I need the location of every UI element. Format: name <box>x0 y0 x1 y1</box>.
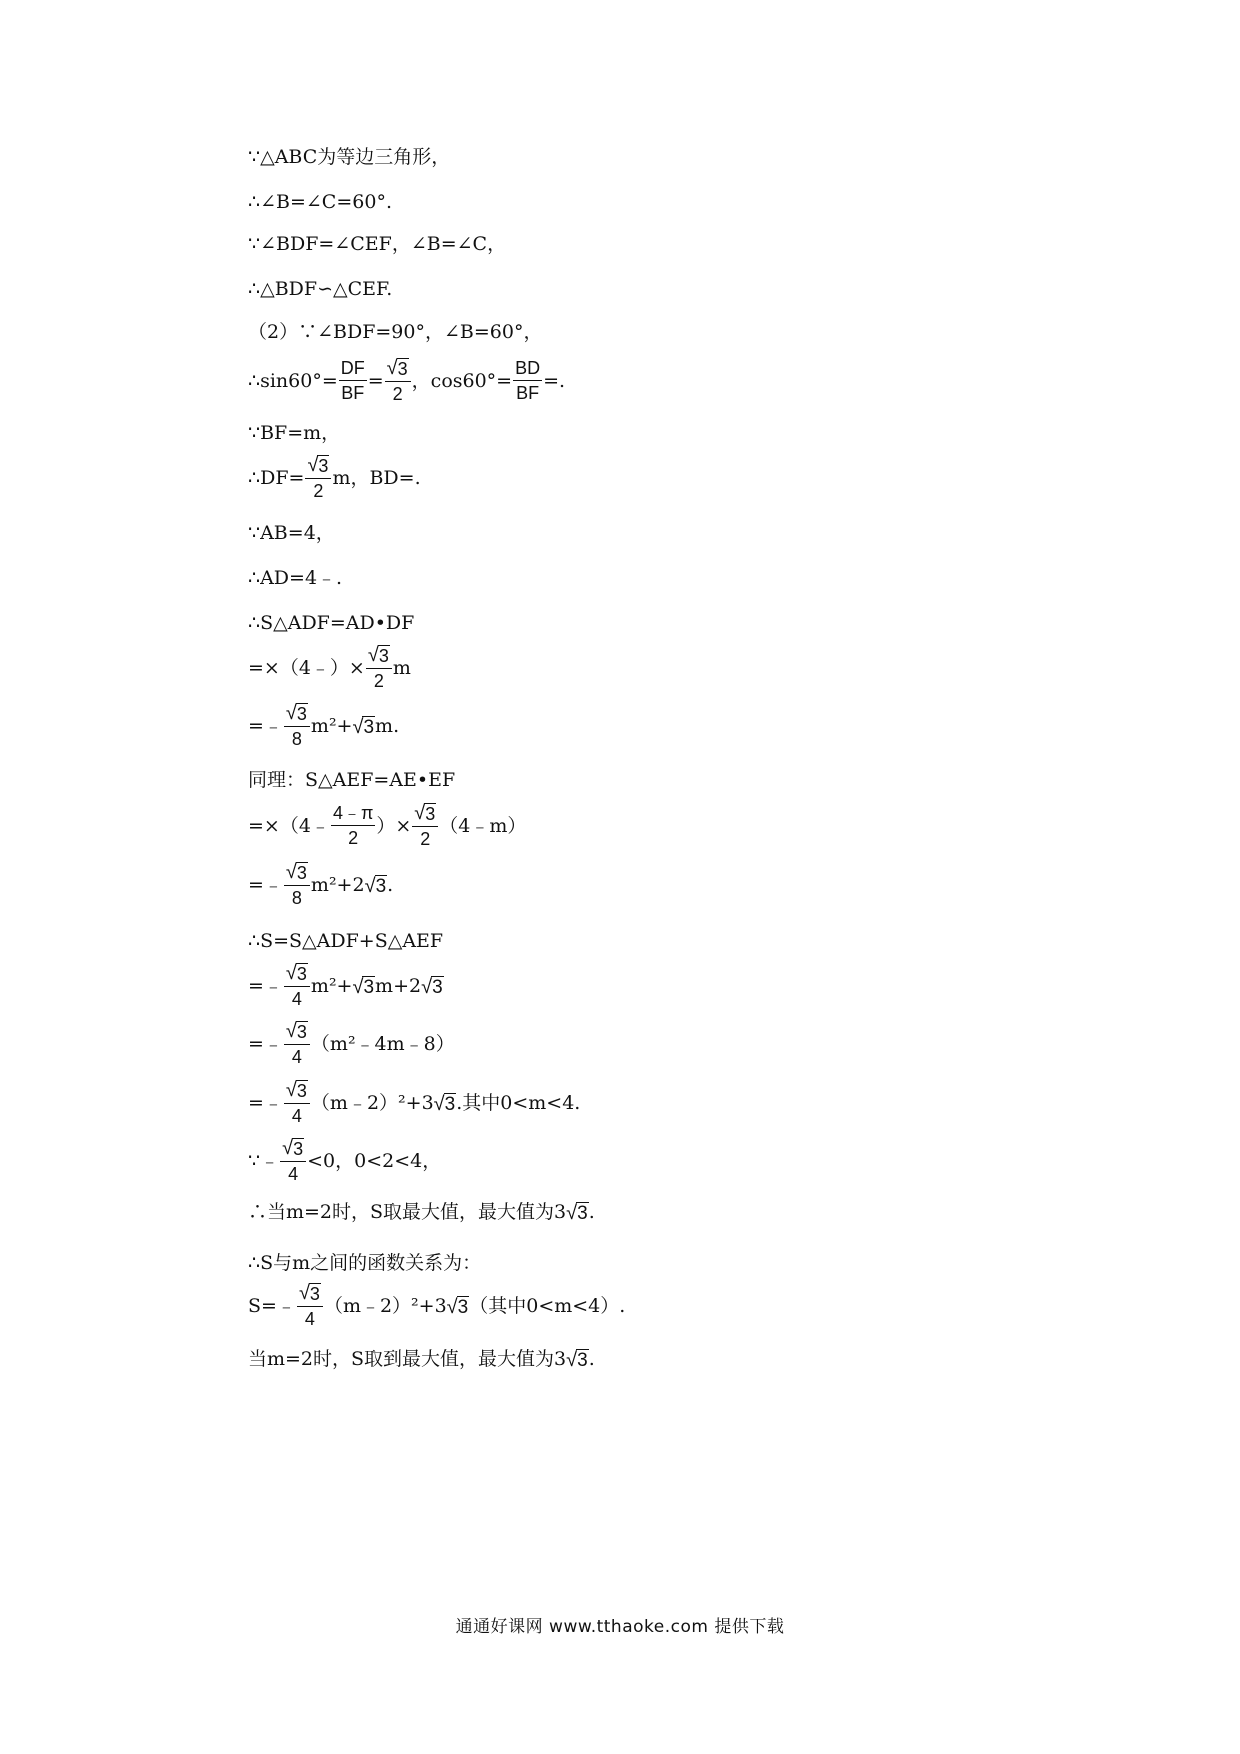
line-text: ∴S=S△ADF+S△AEF <box>248 930 444 952</box>
line-text: . <box>588 1348 595 1370</box>
line-text: （2）∵∠BDF=90°，∠B=60°， <box>248 321 543 343</box>
fraction <box>385 358 411 405</box>
text-line-15 <box>248 803 526 850</box>
sqrt-symbol: √ 3 <box>307 454 329 476</box>
line-text: m. <box>375 714 400 737</box>
fraction-numerator: 4﹣π <box>331 804 375 827</box>
fraction <box>366 645 392 692</box>
line-text: <0，0<2<4， <box>307 1149 442 1172</box>
sqrt-radicand: 3 <box>577 1203 588 1224</box>
sqrt-radicand: 3 <box>457 1296 469 1318</box>
fraction <box>284 862 310 909</box>
line-text: ）× <box>376 814 412 837</box>
fraction-denominator: BF <box>516 383 540 404</box>
line-text: =﹣ <box>248 974 283 997</box>
sqrt-radicand: 3 <box>444 1093 456 1115</box>
sqrt-symbol: √ 3 <box>282 1137 304 1159</box>
text-line-2 <box>248 193 392 212</box>
line-text: m²+ <box>310 974 353 997</box>
sqrt-symbol: √ 3 <box>421 975 443 998</box>
text-line-10 <box>248 569 342 588</box>
sqrt-symbol: √ 3 <box>364 874 387 897</box>
text-line-22 <box>248 1202 595 1223</box>
line-text: =﹣ <box>248 1032 283 1055</box>
line-text: ∴△BDF∽△CEF. <box>248 278 393 300</box>
sqrt-symbol: √ 3 <box>566 1349 588 1371</box>
text-line-17 <box>248 932 443 951</box>
sqrt-radicand: 3 <box>293 1139 304 1159</box>
line-text: （其中0<m<4）. <box>469 1294 626 1317</box>
fraction-denominator: 8 <box>291 728 302 749</box>
line-text: =﹣ <box>248 1091 283 1114</box>
line-text: m²+ <box>310 714 353 737</box>
fraction-denominator: 2 <box>420 828 431 849</box>
sqrt-symbol: √ 3 <box>352 715 375 738</box>
line-text: ∵﹣ <box>248 1149 280 1172</box>
text-line-24 <box>248 1283 625 1330</box>
text-line-21 <box>248 1138 441 1185</box>
sqrt-radicand: 3 <box>375 875 387 897</box>
line-text: =×（4﹣ <box>248 814 330 837</box>
fraction-numerator: BD <box>513 359 542 382</box>
line-text: （m²﹣4m﹣8） <box>310 1032 455 1055</box>
sqrt-symbol: √ 3 <box>566 1202 588 1224</box>
line-text: ∴∠B=∠C=60°. <box>248 191 392 213</box>
text-line-12 <box>248 645 411 692</box>
sqrt-symbol: √ 3 <box>285 861 307 883</box>
line-text: m+2 <box>375 974 422 997</box>
text-line-18 <box>248 963 444 1010</box>
line-text: ∴当m=2时，S取最大值，最大值为3 <box>248 1201 567 1223</box>
sqrt-symbol: √ 3 <box>352 975 375 998</box>
fraction-denominator: 2 <box>313 480 324 501</box>
sqrt-radicand: 3 <box>309 1284 320 1304</box>
line-text: .其中0<m<4. <box>456 1091 581 1114</box>
line-text: ∴S△ADF=AD•DF <box>248 612 415 634</box>
line-text: = <box>367 369 384 392</box>
text-line-4 <box>248 280 392 299</box>
sqrt-radicand: 3 <box>577 1350 588 1371</box>
fraction-denominator: 8 <box>291 887 302 908</box>
fraction <box>412 803 438 850</box>
text-line-11 <box>248 614 414 633</box>
line-text: =. <box>543 369 566 392</box>
text-line-6 <box>248 358 565 405</box>
fraction-denominator: 4 <box>291 1046 302 1067</box>
sqrt-radicand: 3 <box>318 456 329 476</box>
fraction-denominator: 4 <box>291 988 302 1009</box>
line-text: ，cos60°= <box>411 369 513 392</box>
fraction-denominator: 2 <box>392 383 403 404</box>
sqrt-symbol: √ 3 <box>414 802 436 824</box>
sqrt-radicand: 3 <box>363 716 375 738</box>
sqrt-symbol: √ 3 <box>446 1295 469 1318</box>
line-text: ∵AB=4， <box>248 522 335 544</box>
fraction <box>297 1283 323 1330</box>
sqrt-symbol: √ 3 <box>285 962 307 984</box>
line-text: S=﹣ <box>248 1294 296 1317</box>
line-text: =﹣ <box>248 714 283 737</box>
line-text: . <box>387 873 394 896</box>
line-text: 同理：S△AEF=AE•EF <box>248 769 456 791</box>
sqrt-symbol: √ 3 <box>285 702 307 724</box>
line-text: ∴S与m之间的函数关系为： <box>248 1252 482 1274</box>
fraction-denominator: 4 <box>291 1105 302 1126</box>
text-line-9 <box>248 524 335 543</box>
line-text: （m﹣2）²+3 <box>323 1294 447 1317</box>
sqrt-symbol: √ 3 <box>386 357 408 379</box>
text-line-25 <box>248 1349 595 1370</box>
fraction <box>331 804 375 850</box>
line-text: =﹣ <box>248 873 283 896</box>
line-text: ∴AD=4﹣. <box>248 567 343 589</box>
sqrt-symbol: √ 3 <box>285 1020 307 1042</box>
fraction <box>513 359 542 405</box>
text-line-23 <box>248 1254 481 1273</box>
fraction <box>284 1021 310 1068</box>
fraction-numerator: DF <box>339 359 367 382</box>
sqrt-radicand: 3 <box>378 646 389 666</box>
text-line-20 <box>248 1080 580 1127</box>
sqrt-symbol: √ 3 <box>285 1079 307 1101</box>
sqrt-radicand: 3 <box>425 804 436 824</box>
fraction-denominator: BF <box>341 383 365 404</box>
text-line-5 <box>248 323 542 342</box>
line-text: =×（4﹣）× <box>248 656 365 679</box>
sqrt-radicand: 3 <box>363 976 375 998</box>
line-text: . <box>588 1201 595 1223</box>
line-text: ∴sin60°= <box>248 369 338 392</box>
sqrt-radicand: 3 <box>296 704 307 724</box>
text-line-7 <box>248 424 340 443</box>
line-text: （m﹣2）²+3 <box>310 1091 434 1114</box>
line-text: ∵△ABC为等边三角形， <box>248 146 451 168</box>
line-text: 当m=2时，S取到最大值，最大值为3 <box>248 1348 567 1370</box>
fraction-denominator: 2 <box>373 670 384 691</box>
text-line-14 <box>248 771 455 790</box>
fraction <box>305 455 331 502</box>
sqrt-radicand: 3 <box>296 1022 307 1042</box>
line-text: m，BD=. <box>332 466 421 489</box>
fraction <box>280 1138 306 1185</box>
text-line-1 <box>248 148 450 167</box>
sqrt-radicand: 3 <box>397 359 408 379</box>
line-text: ∴DF= <box>248 466 305 489</box>
line-text: m <box>392 656 411 679</box>
text-line-3 <box>248 235 506 254</box>
page-footer: 通通好课网 www.tthaoke.com 提供下载 <box>455 1617 785 1637</box>
sqrt-symbol: √ 3 <box>298 1282 320 1304</box>
sqrt-radicand: 3 <box>432 976 443 998</box>
fraction <box>339 359 367 405</box>
sqrt-symbol: √ 3 <box>367 644 389 666</box>
line-text: ∵∠BDF=∠CEF，∠B=∠C， <box>248 233 507 255</box>
fraction-denominator: 2 <box>348 828 359 849</box>
text-line-13 <box>248 703 399 750</box>
sqrt-radicand: 3 <box>296 1081 307 1101</box>
text-line-19 <box>248 1021 455 1068</box>
line-text: m²+2 <box>310 873 365 896</box>
sqrt-symbol: √ 3 <box>433 1092 456 1115</box>
text-line-8 <box>248 455 421 502</box>
text-line-16 <box>248 862 393 909</box>
sqrt-radicand: 3 <box>296 863 307 883</box>
fraction <box>284 703 310 750</box>
line-text: ∵BF=m， <box>248 422 341 444</box>
sqrt-radicand: 3 <box>296 964 307 984</box>
line-text: （4﹣m） <box>439 814 527 837</box>
fraction <box>284 963 310 1010</box>
fraction-denominator: 4 <box>288 1163 299 1184</box>
fraction <box>284 1080 310 1127</box>
fraction-denominator: 4 <box>304 1308 315 1329</box>
